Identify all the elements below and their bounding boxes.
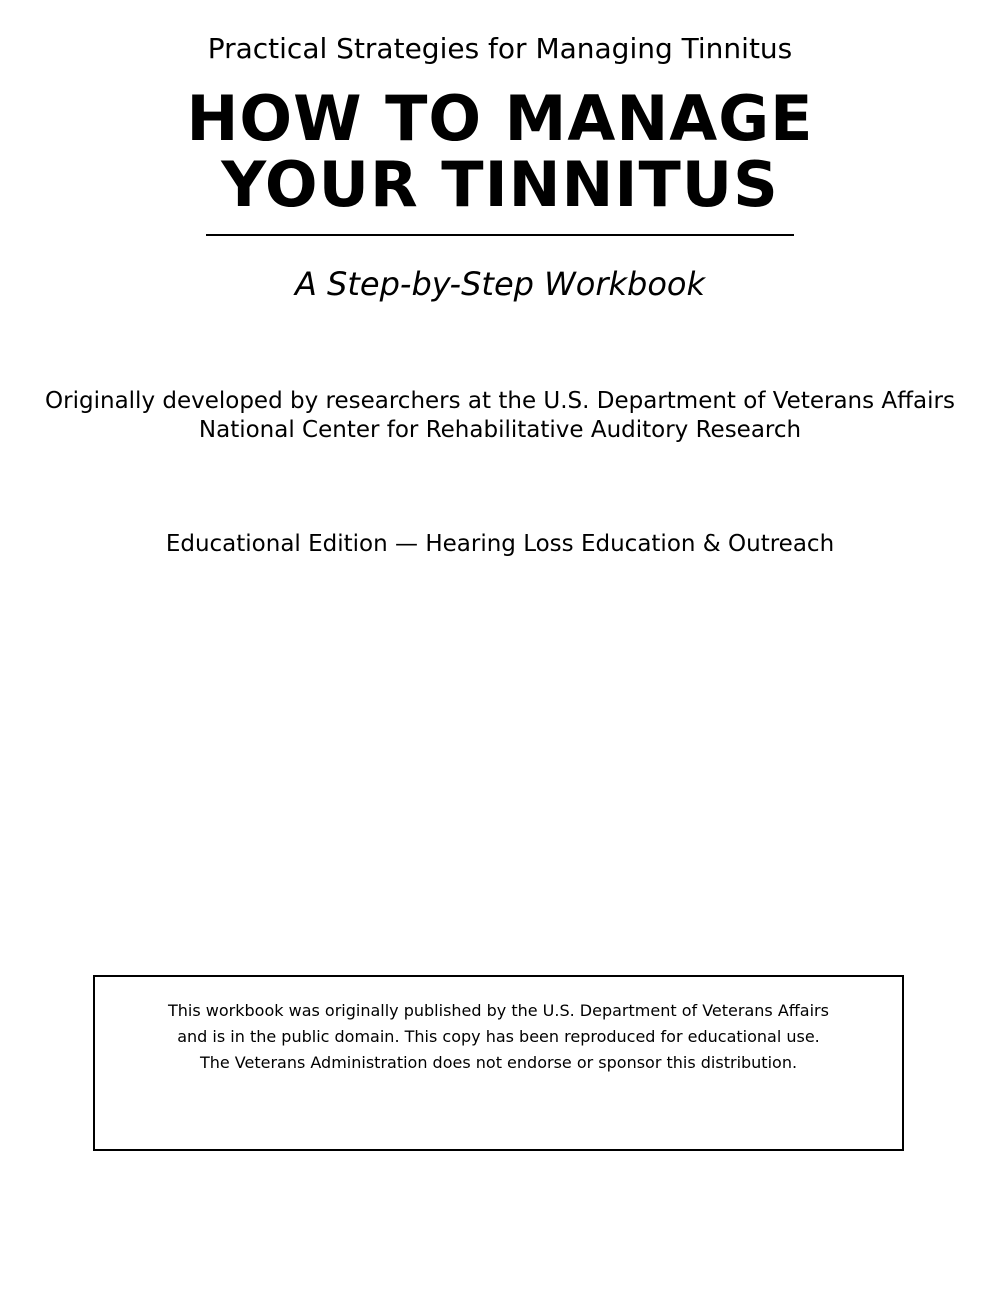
- notice-line-1: This workbook was originally published by the U.S. Department of Veterans Affairs: [168, 1001, 829, 1020]
- credit-line-1: Originally developed by researchers at the U.S. Department of Veterans Affairs: [45, 388, 955, 414]
- notice-line-2: and is in the public domain. This copy has been reproduced for educational use.: [177, 1027, 820, 1046]
- subtitle: A Step-by-Step Workbook: [294, 265, 706, 303]
- credit-line-2: National Center for Rehabilitative Auditory Research: [198, 417, 802, 443]
- title-line-2: YOUR TINNITUS: [221, 148, 779, 221]
- public-domain-notice: [93, 975, 904, 1151]
- title-divider: [206, 234, 794, 236]
- edition-line: Educational Edition — Hearing Loss Education & Outreach: [165, 531, 835, 557]
- title-line-1: HOW TO MANAGE: [186, 82, 814, 155]
- pre-title: Practical Strategies for Managing Tinnitus: [207, 32, 793, 65]
- notice-line-3: The Veterans Administration does not endorse or sponsor this distribution.: [199, 1053, 798, 1072]
